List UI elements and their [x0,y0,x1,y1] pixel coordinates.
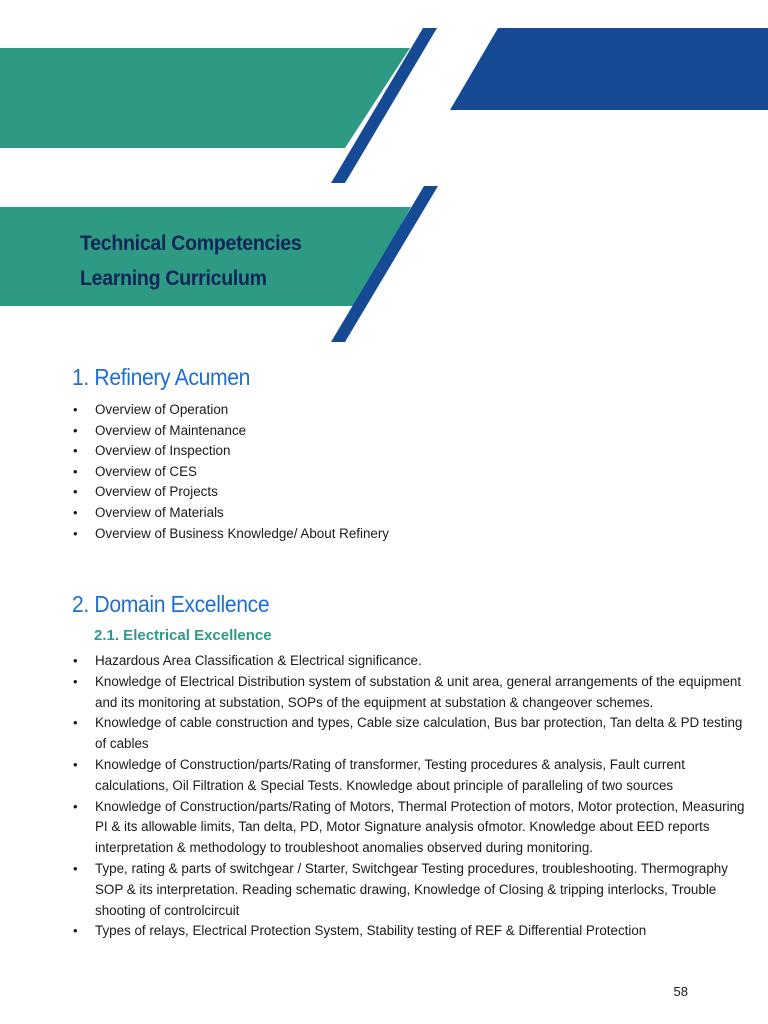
subheading-electrical-excellence: 2.1. Electrical Excellence [94,627,272,644]
top-teal-band [0,48,410,148]
list-item: • Overview of Maintenance [0,421,768,442]
section-heading-refinery-acumen: 1. Refinery Acumen [72,364,251,390]
page-title-line-2: Learning Curriculum [80,267,267,290]
refinery-acumen-list [0,400,768,544]
list-item: • Overview of Projects [0,482,768,503]
list-item: • Hazardous Area Classification & Electrical significance. [0,651,768,672]
page-title [80,226,301,296]
list-item: • Knowledge of Construction/parts/Rating of transformer, Testing procedures & analysis, Fault current calculations, Oil Filtration & Special Tests. Knowledge about principle of paralleling of two sources [0,755,768,797]
section-heading-domain-excellence: 2. Domain Excellence [72,591,270,617]
list-item: • Overview of Inspection [0,441,768,462]
list-item: • Knowledge of cable construction and types, Cable size calculation, Bus bar protection, Tan delta & PD testing of cables [0,713,768,755]
page-title-line-1: Technical Competencies [80,232,302,255]
header-decoration [0,0,768,360]
list-item: • Knowledge of Electrical Distribution system of substation & unit area, general arrangements of the equipment and its monitoring at substation, SOPs of the equipment at substation & changeover schemes. [0,672,768,714]
list-item: • Types of relays, Electrical Protection System, Stability testing of REF & Differential Protection [0,921,768,942]
electrical-excellence-list [0,651,768,942]
list-item: • Overview of Operation [0,400,768,421]
top-navy-block [450,28,768,110]
list-item: • Overview of Business Knowledge/ About Refinery [0,524,768,545]
list-item: • Type, rating & parts of switchgear / Starter, Switchgear Testing procedures, troubleshooting. Thermography SOP & its interpretation. Reading schematic drawing, Knowledge of Closing & tripping interlocks, Trouble shooting of controlcircuit [0,859,768,921]
list-item: • Overview of CES [0,462,768,483]
page-number: 58 [673,984,688,999]
list-item: • Knowledge of Construction/parts/Rating of Motors, Thermal Protection of motors, Motor protection, Measuring PI & its allowable limits, Tan delta, PD, Motor Signature analysis ofmotor. Knowledge about EED reports interpretation & methodology to troubleshoot anomalies observed during monitoring. [0,797,768,859]
list-item: • Overview of Materials [0,503,768,524]
